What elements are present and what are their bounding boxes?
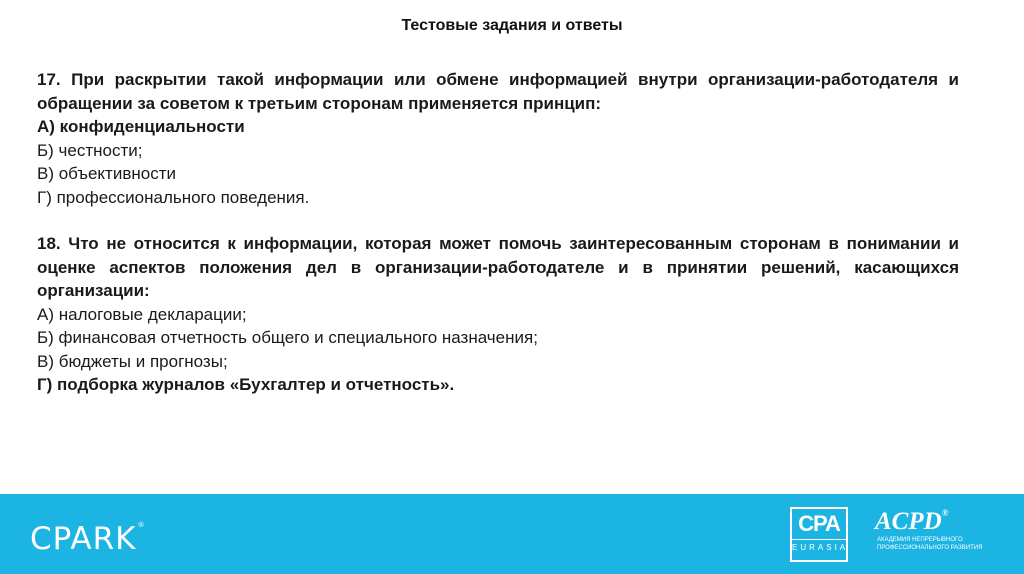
cpa-eurasia-logo <box>790 507 848 562</box>
slide-title: Тестовые задания и ответы <box>401 17 623 34</box>
questions-area <box>37 68 959 397</box>
acpd-logo <box>875 508 1005 552</box>
acpd-logo-sub2: ПРОФЕССИОНАЛЬНОГО РАЗВИТИЯ <box>877 545 983 551</box>
question-17-option-b: Б) честности; <box>37 140 143 160</box>
question-17-option-c: В) объективности <box>37 164 176 183</box>
cpark-registered-mark: ® <box>137 521 146 529</box>
question-18-text: 18. Что не относится к информации, которая может помочь заинтересованным сторонам в понимании и оценке аспектов положения дел в организации-работодателе и в принятии решений, касающихся организации: <box>37 234 959 300</box>
cpark-logo-text: CPARK <box>30 521 137 557</box>
question-18-option-c: В) бюджеты и прогнозы; <box>37 351 228 371</box>
acpd-registered-mark: ® <box>941 508 949 518</box>
question-18-option-b: Б) финансовая отчетность общего и специального назначения; <box>37 328 538 347</box>
cpark-logo <box>30 521 145 557</box>
question-18-option-a: А) налоговые декларации; <box>37 304 247 324</box>
footer-bar <box>0 494 1024 574</box>
acpd-logo-sub1: АКАДЕМИЯ НЕПРЕРЫВНОГО <box>877 537 963 543</box>
question-17-option-d: Г) профессионального поведения. <box>37 187 310 207</box>
acpd-logo-main: ACPD <box>875 508 942 535</box>
question-18-option-d: Г) подборка журналов «Бухгалтер и отчетность». <box>37 375 455 394</box>
cpa-logo-main: CPA <box>798 511 840 536</box>
cpa-logo-sub: EURASIA <box>792 539 846 555</box>
question-17-option-a: А) конфиденциальности <box>37 117 245 136</box>
question-spacer <box>37 209 959 232</box>
question-17-text: 17. При раскрытии такой информации или обмене информацией внутри организации-работодателя и обращении за советом к третьим сторонам применяется принцип: <box>37 70 959 113</box>
